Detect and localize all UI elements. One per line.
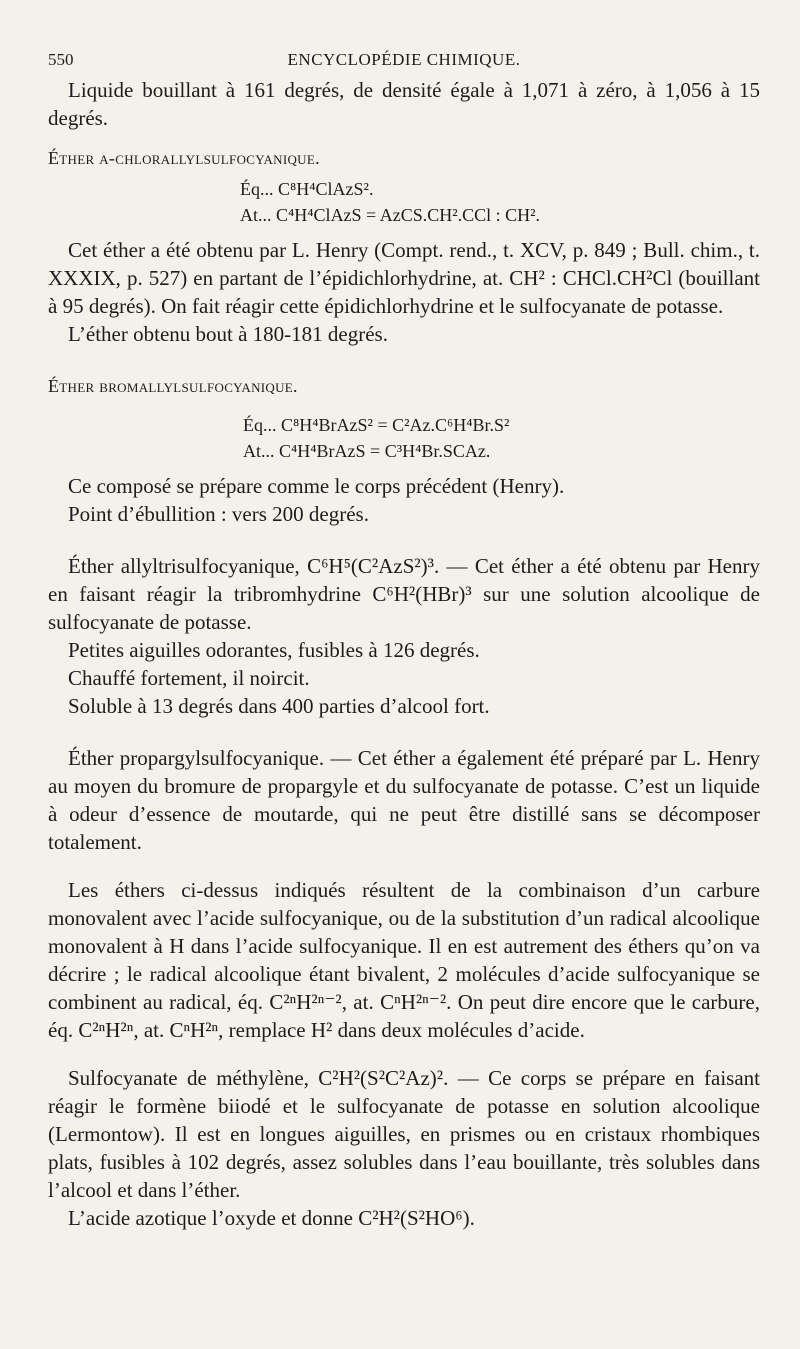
document-page xyxy=(48,40,760,1232)
page-number: 550 xyxy=(48,50,74,69)
section-heading: Éther α-chlorallylsulfocyanique. xyxy=(48,148,320,168)
paragraph: L’acide azotique l’oxyde et donne C²H²(S²HO⁶). xyxy=(68,1206,475,1230)
section-heading: Éther bromallylsulfocyanique. xyxy=(48,376,298,396)
formula-atomic: At... C⁴H⁴BrAzS = C³H⁴Br.SCAz. xyxy=(243,441,491,461)
page-header xyxy=(48,40,760,76)
paragraph: Chauffé fortement, il noircit. xyxy=(68,666,310,690)
paragraph: Soluble à 13 degrés dans 400 parties d’alcool fort. xyxy=(68,694,490,718)
paragraph: Petites aiguilles odorantes, fusibles à 126 degrés. xyxy=(68,638,480,662)
paragraph: Liquide bouillant à 161 degrés, de densité égale à 1,071 à zéro, à 1,056 à 15 degrés. xyxy=(48,78,760,130)
formula-atomic: At... C⁴H⁴ClAzS = AzCS.CH².CCl : CH². xyxy=(240,205,541,225)
running-title: ENCYCLOPÉDIE CHIMIQUE. xyxy=(287,50,521,69)
paragraph: Éther propargylsulfocyanique. — Cet éther a également été préparé par L. Henry au moyen du bromure de propargyle et du sulfocyanate de potasse. C’est un liquide à odeur d’essence de moutarde, qui ne peut être distillé sans se décomposer totalement. xyxy=(48,746,760,854)
paragraph: Cet éther a été obtenu par L. Henry (Compt. rend., t. XCV, p. 849 ; Bull. chim., t. XXXIX, p. 527) en partant de l’épidichlorhydrine, at. CH² : CHCl.CH²Cl (bouillant à 95 degrés). On fait réagir cette épidichlorhydrine et le sulfocyanate de potasse. xyxy=(48,238,760,318)
formula-equivalent: Éq... C⁸H⁴ClAzS². xyxy=(240,179,374,199)
paragraph: L’éther obtenu bout à 180-181 degrés. xyxy=(68,322,388,346)
formula-equivalent: Éq... C⁸H⁴BrAzS² = C²Az.C⁶H⁴Br.S² xyxy=(243,415,510,435)
paragraph: Point d’ébullition : vers 200 degrés. xyxy=(68,502,369,526)
paragraph: Ce composé se prépare comme le corps précédent (Henry). xyxy=(68,474,565,498)
paragraph: Éther allyltrisulfocyanique, C⁶H⁵(C²AzS²)³. — Cet éther a été obtenu par Henry en faisant réagir la tribromhydrine C⁶H²(HBr)³ sur une solution alcoolique de sulfocyanate de potasse. xyxy=(48,554,760,634)
paragraph: Les éthers ci-dessus indiqués résultent de la combinaison d’un carbure monovalent avec l’acide sulfocyanique, ou de la substitution d’un radical alcoolique monovalent à H dans l’acide sulfocyanique. Il en est autrement des éthers qu’on va décrire ; le radical alcoolique étant bivalent, 2 molécules d’acide sulfocyanique se combinent au radical, éq. C²ⁿH²ⁿ⁻², at. CⁿH²ⁿ⁻². On peut dire encore que le carbure, éq. C²ⁿH²ⁿ, at. CⁿH²ⁿ, remplace H² dans deux molécules d’acide. xyxy=(48,878,760,1042)
paragraph: Sulfocyanate de méthylène, C²H²(S²C²Az)². — Ce corps se prépare en faisant réagir le formène biiodé et le sulfocyanate de potasse en solution alcoolique (Lermontow). Il est en longues aiguilles, en prismes ou en cristaux rhombiques plats, fusibles à 102 degrés, assez solubles dans l’eau bouillante, très solubles dans l’alcool et dans l’éther. xyxy=(48,1066,760,1202)
